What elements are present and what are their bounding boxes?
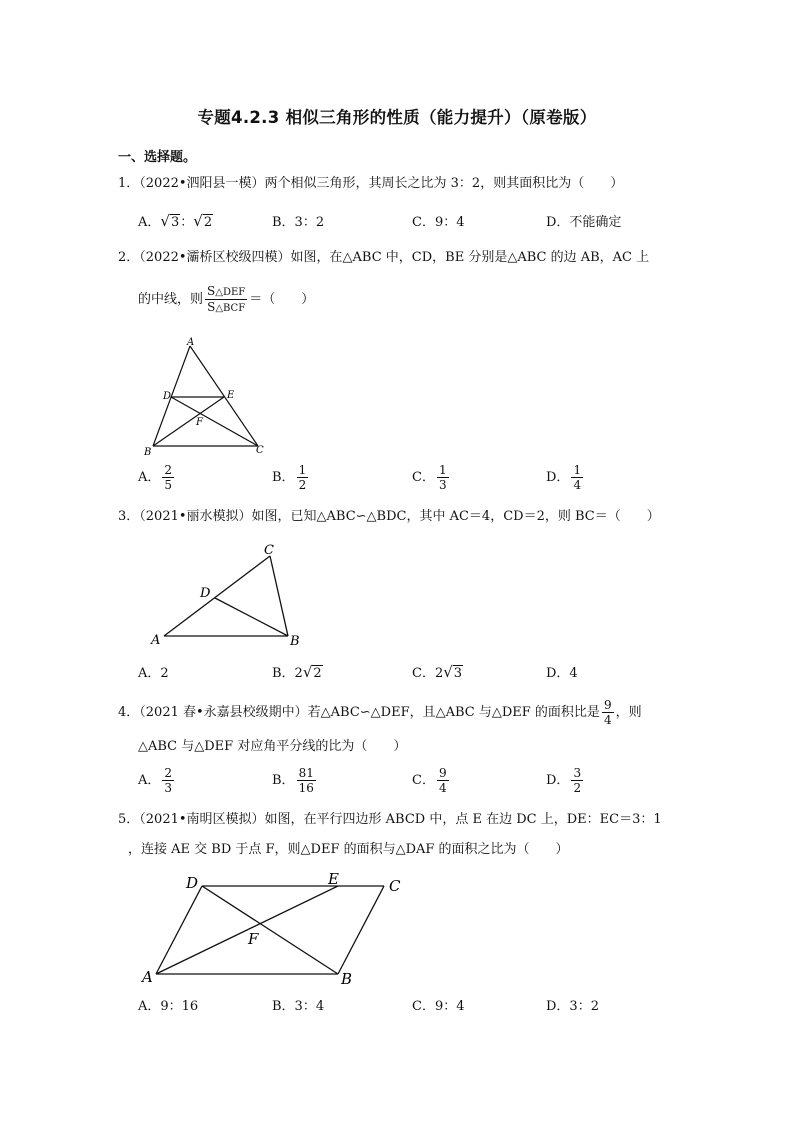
q1-option-d[interactable]: D．不能确定 — [546, 215, 622, 230]
q1-a-radicand-1: 3 — [170, 215, 180, 230]
q5-text: 5．（2021•南明区模拟）如图，在平行四边形 ABCD 中，点 E 在边 DC 上，DE：EC＝3：1 — [118, 812, 662, 827]
q3-label-d: D — [200, 586, 211, 601]
q4-b-num: 81 — [298, 766, 314, 780]
q4-a-num: 2 — [164, 766, 173, 780]
q2-d-num: 1 — [573, 463, 582, 477]
q3-option-a[interactable]: A．2 — [138, 666, 169, 681]
q5-option-c[interactable]: C．9：4 — [412, 999, 465, 1014]
q2-b-den: 2 — [298, 478, 307, 492]
sqrt-symbol: √3 — [443, 663, 463, 681]
q2-label-d: D — [163, 391, 172, 402]
area-ratio-fraction — [205, 285, 247, 314]
q5-text-line2: ，连接 AE 交 BD 于点 F，则△DEF 的面积与△DAF 的面积之比为（ ） — [128, 842, 569, 857]
q5-label-b: B — [341, 970, 353, 988]
q2-label-c: C — [256, 445, 264, 456]
q3-text: 3．（2021•丽水模拟）如图，已知△ABC∽△BDC，其中 AC＝4，CD＝2，则 BC＝（ ） — [118, 509, 660, 524]
q3-option-d[interactable]: D．4 — [546, 666, 578, 681]
q2-option-d[interactable] — [546, 464, 585, 491]
sqrt-symbol: √2 — [302, 663, 322, 681]
q2-label-b: B — [144, 447, 152, 458]
q4-option-a-letter: A． — [138, 773, 161, 788]
q1-a-sep: ： — [180, 215, 194, 230]
q4-text-pre: 4．（2021 春•永嘉县校级期中）若△ABC∽△DEF，且△ABC 与△DEF 的面积比是 — [118, 705, 600, 720]
q3-option-b-prefix: B．2 — [272, 666, 303, 681]
q2-option-b[interactable] — [272, 464, 310, 491]
q4-option-d-letter: D． — [546, 773, 570, 788]
frac-num-sub: △DEF — [215, 287, 246, 298]
q2-a-num: 2 — [164, 463, 173, 477]
q2-option-c-letter: C． — [412, 470, 435, 485]
q5-label-e: E — [328, 870, 339, 888]
q2-option-d-letter: D． — [546, 470, 570, 485]
q4-d-num: 3 — [573, 766, 582, 780]
q1-option-b[interactable]: B．3：2 — [272, 215, 325, 230]
q4-text — [118, 699, 642, 726]
q2-text-line2 — [138, 285, 314, 314]
q2-label-e: E — [227, 390, 235, 401]
q4-a-den: 3 — [164, 781, 173, 795]
q5-option-a[interactable]: A．9：16 — [138, 999, 199, 1014]
q5-label-c: C — [389, 877, 401, 895]
q2-option-a-letter: A． — [138, 470, 161, 485]
q2-c-den: 3 — [438, 478, 447, 492]
q2-option-b-letter: B． — [272, 470, 295, 485]
q4-text-post: ，则 — [615, 705, 642, 720]
q2-label-a: A — [187, 337, 195, 348]
q2-d-den: 4 — [573, 478, 582, 492]
q2-option-c[interactable] — [412, 464, 451, 491]
q5-parallelogram-figure — [138, 866, 418, 990]
q4-d-den: 2 — [573, 781, 582, 795]
q2-c-num: 1 — [438, 463, 447, 477]
q2-line2-pre: 的中线，则 — [138, 292, 204, 307]
q1-option-c[interactable]: C．9：4 — [412, 215, 465, 230]
q4-option-b-letter: B． — [272, 773, 295, 788]
q3-c-radicand: 3 — [453, 666, 463, 681]
sqrt-symbol: √3 — [160, 212, 180, 230]
frac-num-s: S — [207, 284, 216, 298]
q5-option-d[interactable]: D．3：2 — [546, 999, 599, 1014]
q4-option-b[interactable] — [272, 767, 318, 794]
q2-b-num: 1 — [298, 463, 307, 477]
frac-den-s: S — [207, 300, 216, 314]
q3-triangle-figure — [148, 540, 308, 652]
frac-den-sub: △BCF — [215, 303, 246, 314]
q3-label-a: A — [151, 633, 161, 648]
q4-option-c[interactable] — [412, 767, 451, 794]
q5-label-a: A — [142, 968, 153, 986]
q2-triangle-figure — [140, 336, 270, 458]
q3-label-c: C — [264, 543, 274, 558]
q4-option-c-letter: C． — [412, 773, 435, 788]
q1-text: 1．（2022•泗阳县一模）两个相似三角形，其周长之比为 3：2，则其面积比为（ ） — [118, 176, 624, 191]
q4-ratio-den: 4 — [603, 713, 612, 727]
q3-option-c[interactable] — [412, 663, 463, 683]
q5-label-d: D — [186, 874, 199, 892]
q1-option-a[interactable] — [138, 212, 213, 232]
q4-option-a[interactable] — [138, 767, 176, 794]
q4-text-line2: △ABC 与△DEF 对应角平分线的比为（ ） — [138, 739, 407, 754]
q2-label-f: F — [196, 417, 203, 428]
page-title: 专题4.2.3 相似三角形的性质（能力提升）（原卷版） — [197, 108, 597, 127]
section-heading: 一、选择题。 — [118, 150, 197, 165]
q4-b-den: 16 — [298, 781, 314, 795]
q4-c-den: 4 — [438, 781, 447, 795]
sqrt-symbol: √2 — [193, 212, 213, 230]
q3-option-b[interactable] — [272, 663, 323, 683]
q2-text: 2．（2022•灞桥区校级四模）如图，在△ABC 中，CD，BE 分别是△ABC 的边 AB，AC 上 — [118, 250, 650, 265]
q5-option-b[interactable]: B．3：4 — [272, 999, 325, 1014]
q2-option-a[interactable] — [138, 464, 176, 491]
q2-line2-post: ＝（ ） — [249, 292, 315, 307]
q3-option-c-prefix: C．2 — [412, 666, 444, 681]
q3-label-b: B — [290, 634, 300, 649]
q2-a-den: 5 — [164, 478, 173, 492]
q5-label-f: F — [248, 930, 259, 948]
q4-option-d[interactable] — [546, 767, 585, 794]
q1-a-radicand-2: 2 — [203, 215, 213, 230]
q3-b-radicand: 2 — [313, 666, 322, 681]
q1-option-a-prefix: A． — [138, 215, 161, 230]
q4-ratio-num: 9 — [603, 698, 612, 712]
q4-c-num: 9 — [438, 766, 447, 780]
